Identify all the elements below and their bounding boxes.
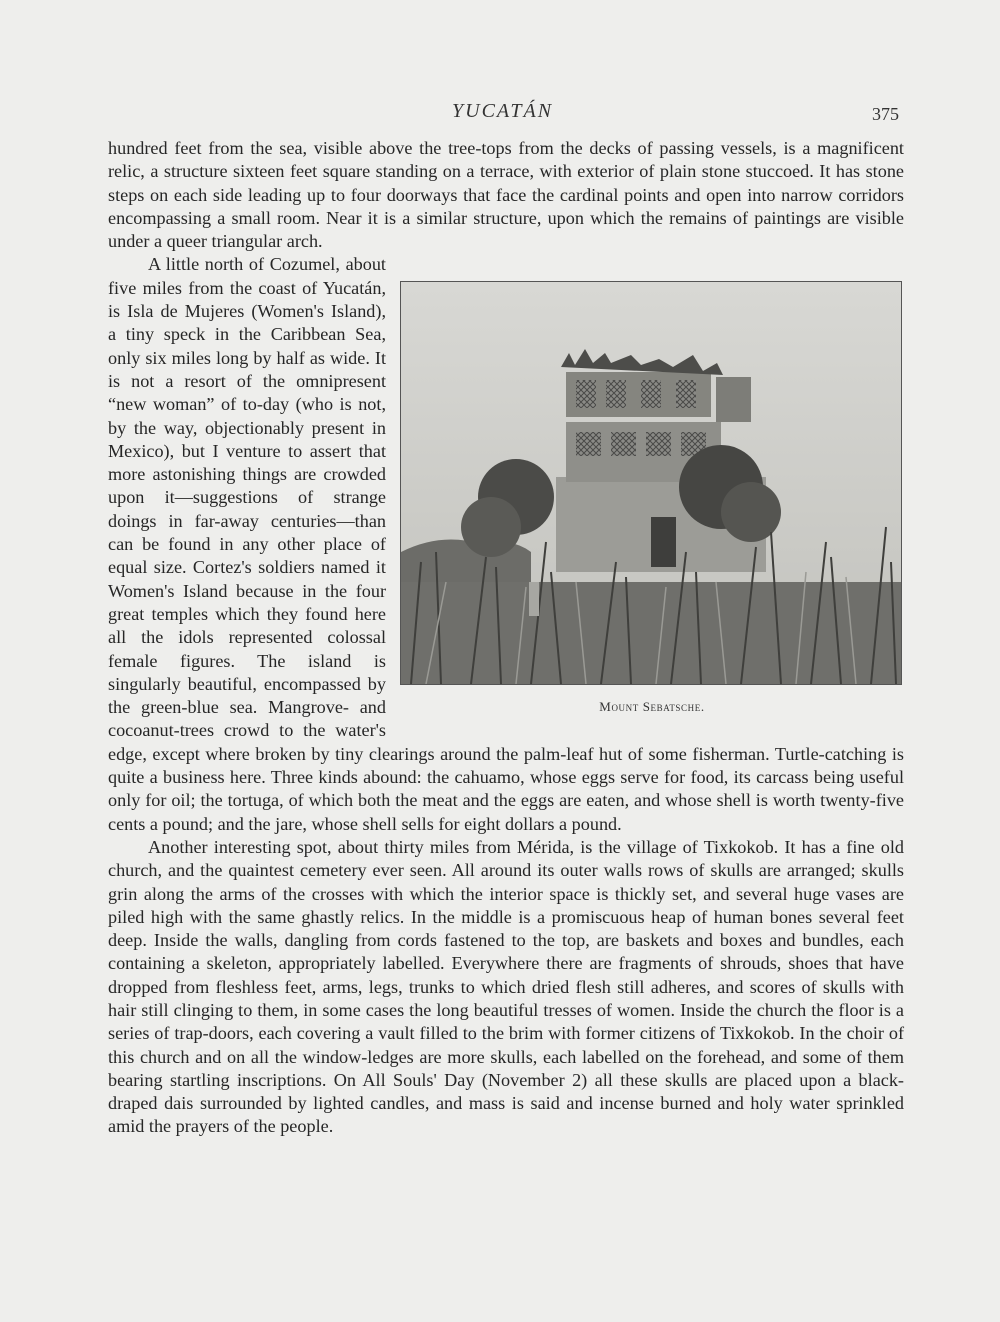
running-head (0, 100, 1000, 130)
figure (400, 281, 904, 720)
photo-mount-sebatsche (400, 281, 902, 685)
paragraph-3: Another interesting spot, about thirty miles from Mérida, is the village of Tixkokob. It has a fine old church, and the quaintest cemetery ever seen. All around its outer walls rows of skulls are arranged; skulls grin along the arms of the crosses with which the interior space is thickly set, and several huge vases are piled high with the same ghastly relics. In the middle is a promiscuous heap of human bones several feet deep. Inside the walls, dangling from cords fastened to the top, are baskets and boxes and bundles, each containing a skeleton, appropriately labelled. Everywhere there are fragments of shrouds, shoes that have dropped from fleshless feet, arms, legs, trunks to which dried flesh still adheres, and scores of skulls with hair still clinging to them, in some cases the long beautiful tresses of women. Inside the church the floor is a series of trap-doors, each covering a vault filled to the brim with former citizens of Tixkokob. In the choir of this church and on all the window-ledges are more skulls, each labelled on the forehead, and some of them bearing startling inscriptions. On All Souls' Day (November 2) all these skulls are placed upon a black-draped dais surrounded by lighted candles, and mass is said and incense burned and holy water sprinkled amid the prayers of the people. (108, 836, 904, 1137)
paragraph-1: hundred feet from the sea, visible above the tree-tops from the decks of passing vessels, is a magnificent relic, a structure sixteen feet square standing on a terrace, with exterior of plain stone stuccoed. It has stone steps on each side leading up to four doorways that face the cardinal points and open into narrow corridors encompassing a small room. Near it is a similar structure, upon which the remains of paintings are visible under a queer triangular arch. (108, 138, 904, 252)
running-title: YUCATÁN (452, 100, 554, 122)
body-text (108, 137, 904, 1139)
figure-caption: Mount Sebatsche. (599, 699, 705, 715)
paragraph-2: A little north of Cozumel, about five miles from the coast of Yucatán, is Isla de Mujeres (Women's Island), a tiny speck in the Caribbean Sea, only six miles long by half as wide. It is not a resort of the omnipresent “new woman” of to-day (who is not, by the way, objectionably present in Mexico), but I venture to assert that more astonishing things are crowded upon it—suggestions of strange doings in far-away centuries—than can be found in any other place of equal size. Cortez's soldiers named it Women's Island because in the four great temples which they found here all the idols represented colossal female figures. The island is singularly beautiful, encompassed by the green-blue sea. Mangrove- and cocoanut-trees crowd to the water's edge, except where broken by tiny clearings around the palm-leaf hut of some fisherman. Turtle-catching is quite a business here. Three kinds abound: the cahuamo, whose eggs serve for food, its carcass being useful only for oil; the tortuga, of which both the meat and the eggs are eaten, and whose shell is worth twenty-five cents a pound; and the jare, whose shell sells for eight dollars a pound. (108, 254, 904, 834)
page-number: 375 (872, 104, 899, 124)
